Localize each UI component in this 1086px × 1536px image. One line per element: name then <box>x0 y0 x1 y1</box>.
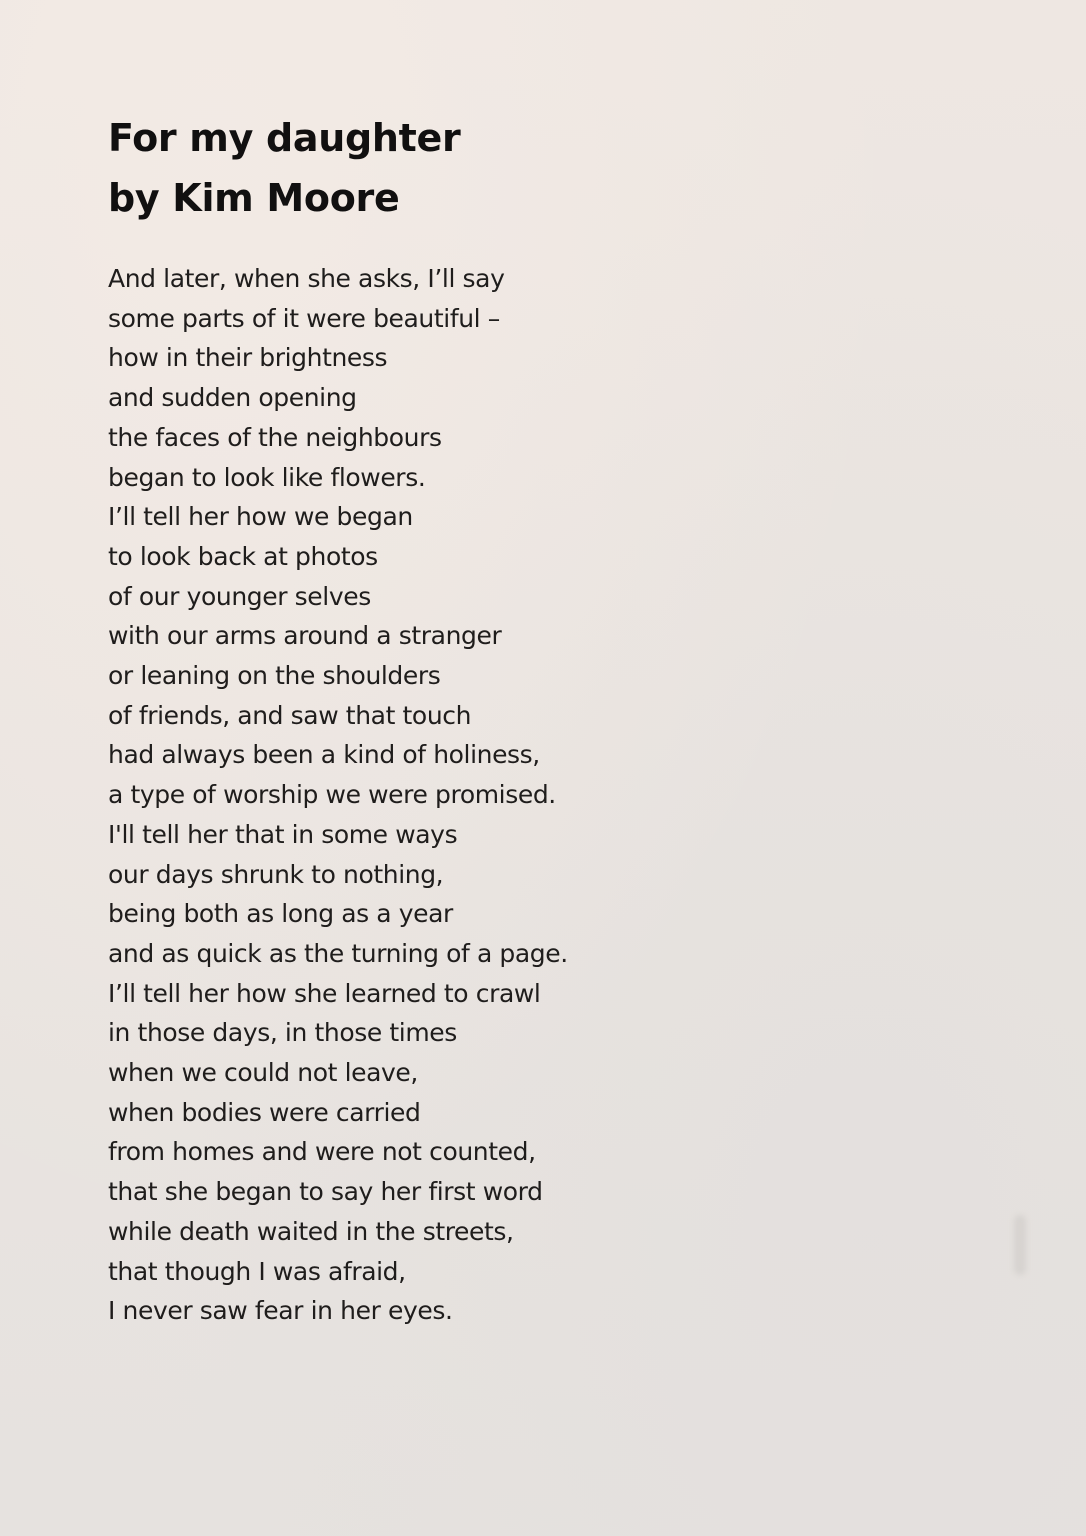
poem-line: some parts of it were beautiful – <box>108 303 500 333</box>
poem-line: I'll tell her that in some ways <box>108 819 458 849</box>
poem-line: and sudden opening <box>108 383 357 413</box>
poem-line: began to look like flowers. <box>108 462 426 492</box>
poem-line: had always been a kind of holiness, <box>108 740 540 770</box>
poem-line: when we could not leave, <box>108 1058 418 1088</box>
poem-line: being both as long as a year <box>108 899 453 929</box>
poem-author: by Kim Moore <box>108 176 400 220</box>
poem-line: And later, when she asks, I’ll say <box>108 264 505 293</box>
poem-line: in those days, in those times <box>108 1018 457 1048</box>
poem-line: I never saw fear in her eyes. <box>108 1296 453 1326</box>
poem-line: a type of worship we were promised. <box>108 780 556 810</box>
poem-line: while death waited in the streets, <box>108 1216 514 1246</box>
poem-line: to look back at photos <box>108 541 378 571</box>
poem-line: I’ll tell her how she learned to crawl <box>108 978 541 1008</box>
poem-line: with our arms around a stranger <box>108 621 502 651</box>
poem-line: and as quick as the turning of a page. <box>108 938 568 968</box>
poem-line: I’ll tell her how we began <box>108 502 413 532</box>
poem-line: how in their brightness <box>108 343 388 373</box>
poem-body <box>108 259 568 1331</box>
poem-line: or leaning on the shoulders <box>108 661 441 691</box>
poem-line: the faces of the neighbours <box>108 422 442 452</box>
poem-title: For my daughter <box>108 116 461 160</box>
poem-line: of our younger selves <box>108 581 371 611</box>
poem-line: when bodies were carried <box>108 1097 421 1127</box>
poem-line: that though I was afraid, <box>108 1256 406 1286</box>
poem-line: of friends, and saw that touch <box>108 700 472 730</box>
title-block <box>108 108 460 228</box>
poem-line: from homes and were not counted, <box>108 1137 536 1167</box>
paper-stain <box>1014 1215 1026 1275</box>
poem-line: that she began to say her first word <box>108 1177 543 1207</box>
poem-line: our days shrunk to nothing, <box>108 859 444 889</box>
